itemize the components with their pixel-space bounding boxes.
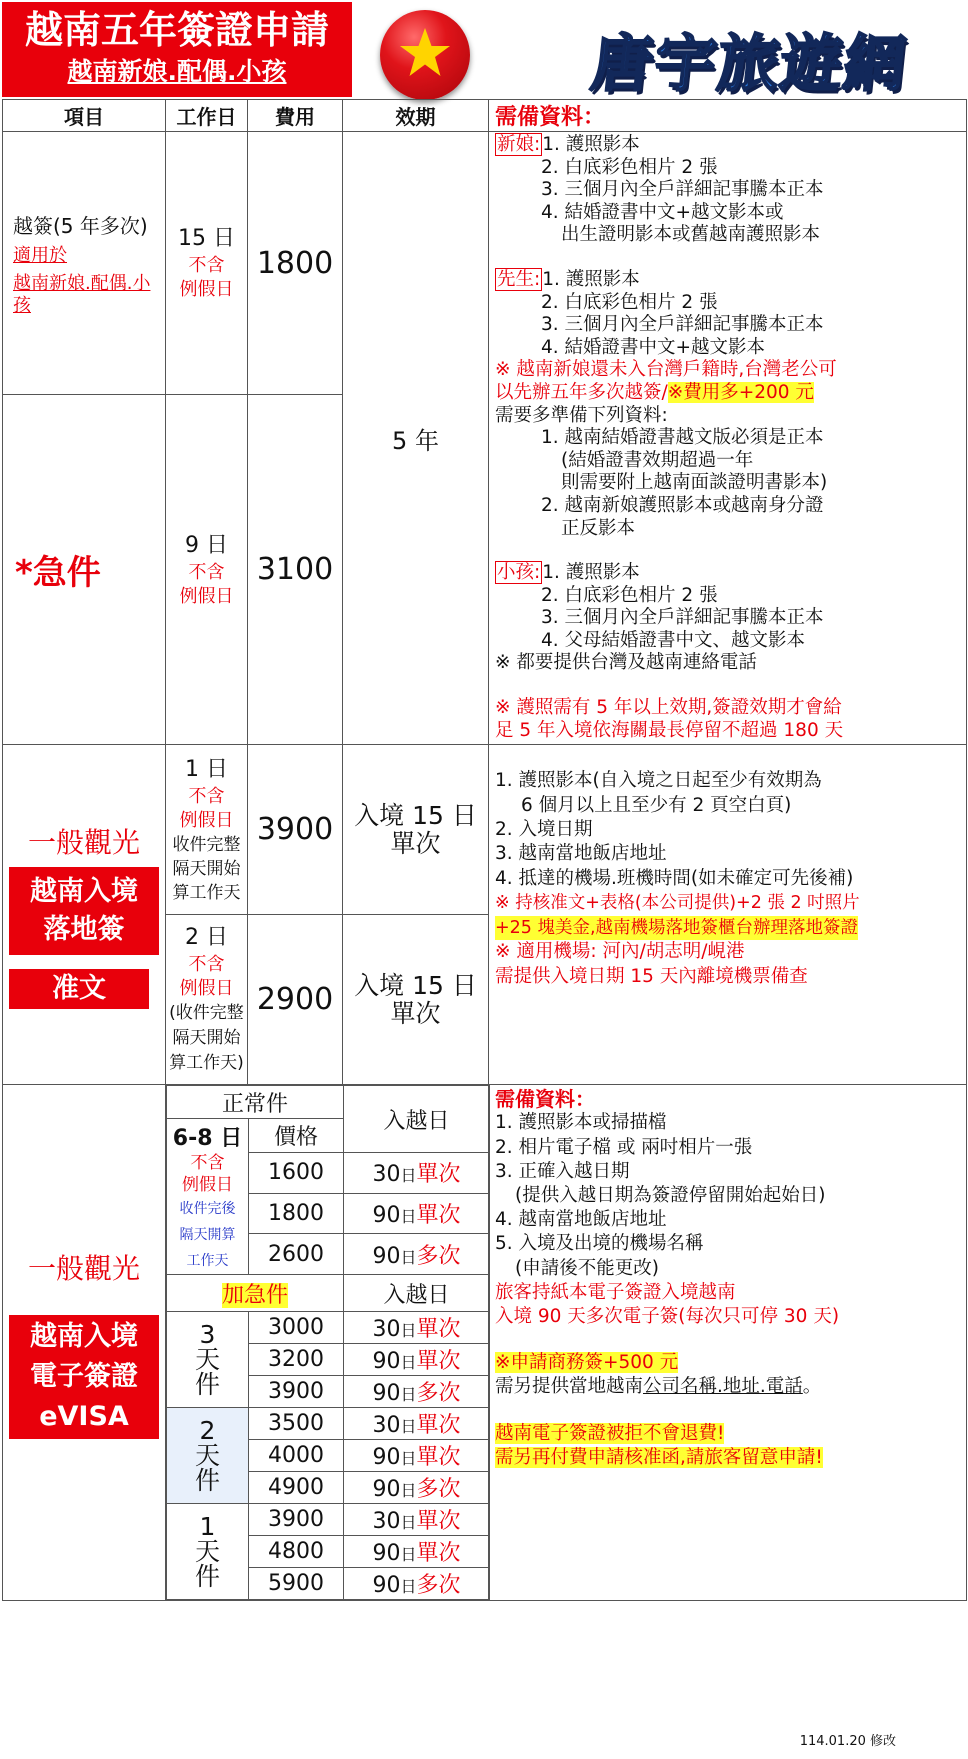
evisa-req: (提供入越日期為簽證停留開始起始日) (515, 1185, 826, 1207)
entry-days: 90 (372, 1243, 401, 1269)
rush-entry-heading: 入越日 (344, 1275, 490, 1312)
evisa-entry (344, 1312, 490, 1344)
entry-type: 多次 (416, 1573, 461, 1599)
child-req: 3. 三個月內全戶詳細記事騰本正本 (541, 607, 824, 629)
entry-days: 90 (372, 1349, 401, 1375)
workdays-value: 15 日 (178, 226, 235, 252)
phone-note: ※ 都要提供台灣及越南連絡電話 (495, 652, 757, 674)
landing-requirements (489, 745, 967, 1085)
col-workdays: 工作日 (166, 100, 248, 132)
departure-ticket-note: 需提供入境日期 15 天內離境機票備查 (495, 965, 808, 987)
col-item: 項目 (3, 100, 166, 132)
workdays-value: 9 日 (185, 532, 228, 558)
extra-req: 正反影本 (561, 517, 636, 539)
price-heading: 價格 (249, 1119, 344, 1153)
landing-req: 4. 抵達的機場.班機時間(如未確定可先後補) (495, 867, 854, 889)
evisa-note: 旅客持紙本電子簽證入境越南 (495, 1281, 736, 1303)
unregistered-note: 以先辦五年多次越簽/ (495, 381, 668, 403)
evisa-price: 3200 (249, 1344, 344, 1376)
evisa-note: 入境 90 天多次電子簽(每次只可停 30 天) (495, 1306, 840, 1328)
evisa-price: 3900 (249, 1376, 344, 1408)
passport-validity-note: 足 5 年入境依海關最長停留不超過 180 天 (495, 719, 844, 741)
evisa-entry (344, 1152, 490, 1193)
extra-docs-heading: 需要多準備下列資料: (495, 404, 668, 426)
evisa-price: 4900 (249, 1472, 344, 1504)
entry-type: 單次 (416, 1317, 461, 1343)
evisa-entry (344, 1234, 490, 1275)
workdays-note: 不含 例假日 (179, 255, 234, 301)
day-unit: 日 (400, 1513, 417, 1533)
entry-days: 30 (372, 1509, 401, 1535)
evisa-workdays (167, 1119, 249, 1275)
rush-tier-label: 2 天 件 (167, 1408, 249, 1504)
applies-to-value: 越南新娘.配偶.小孩 (13, 272, 151, 316)
day-unit: 日 (400, 1577, 417, 1597)
col-validity: 效期 (343, 100, 489, 132)
five-year-fee: 1800 (248, 132, 343, 395)
evisa-req: 1. 護照影本或掃描檔 (495, 1112, 667, 1134)
bride-req: 出生證明影本或舊越南護照影本 (561, 224, 821, 246)
evisa-requirements (489, 1085, 967, 1601)
passport-validity-note: ※ 護照需有 5 年以上效期,簽證效期才會給 (495, 697, 842, 719)
workdays-value: 6-8 日 (172, 1126, 243, 1152)
bride-req: 1. 護照影本 (542, 134, 640, 155)
evisa-entry (344, 1344, 490, 1376)
entry-type: 單次 (416, 1445, 461, 1471)
urgent-workdays (166, 395, 248, 745)
entry-type: 多次 (416, 1381, 461, 1407)
workdays-value: 2 日 (185, 925, 228, 951)
extra-req: (結婚證書效期超過一年 (561, 449, 754, 471)
entry-type: 單次 (416, 1349, 461, 1375)
workdays-note: 不含 例假日 (179, 954, 234, 1000)
day-unit: 日 (400, 1321, 417, 1341)
day-unit: 日 (400, 1166, 417, 1186)
bride-req: 2. 白底彩色相片 2 張 (541, 156, 718, 178)
evisa-req-heading: 需備資料： (495, 1087, 595, 1112)
rush-tier-label: 1 天 件 (167, 1504, 249, 1600)
evisa-price-table (166, 1085, 489, 1601)
workdays-value: 1 日 (185, 756, 228, 782)
col-requirements: 需備資料： (489, 100, 967, 132)
refusal-warning: 越南電子簽證被拒不會退費! (495, 1422, 725, 1444)
evisa-entry (344, 1472, 490, 1504)
evisa-entry (344, 1536, 490, 1568)
evisa-price: 5900 (249, 1568, 344, 1600)
visa-table (2, 99, 967, 1601)
evisa-price: 4800 (249, 1536, 344, 1568)
landing-fee: 2900 (248, 915, 343, 1085)
five-year-item (3, 132, 166, 395)
day-unit: 日 (400, 1385, 417, 1405)
husband-req: 3. 三個月內全戶詳細記事騰本正本 (541, 314, 824, 336)
company-logo: 唐宇旅遊網 (587, 27, 911, 100)
five-year-label: 越簽(5 年多次) (13, 213, 148, 238)
evisa-price: 3500 (249, 1408, 344, 1440)
landing-fee: 3900 (248, 745, 343, 915)
entry-type: 單次 (416, 1203, 461, 1229)
landing-workdays (166, 745, 248, 915)
entry-days: 90 (372, 1477, 401, 1503)
entry-type: 單次 (416, 1162, 461, 1188)
entry-days: 90 (372, 1203, 401, 1229)
evisa-req: 3. 正確入越日期 (495, 1160, 630, 1182)
entry-type: 多次 (416, 1243, 461, 1269)
husband-req: 2. 白底彩色相片 2 張 (541, 291, 718, 313)
extra-req: 2. 越南新娘護照影本或越南身分證 (541, 494, 824, 516)
entry-heading: 入越日 (344, 1086, 490, 1153)
child-label: 小孩: (497, 562, 541, 584)
day-unit: 日 (400, 1449, 417, 1469)
processing-note: 收件完後 隔天開算 工作天 (179, 1201, 236, 1270)
header-banner (2, 2, 352, 97)
entry-days: 90 (372, 1381, 401, 1407)
extra-req: 則需要附上越南面談證明書影本) (561, 472, 828, 494)
evisa-req: 4. 越南當地飯店地址 (495, 1209, 667, 1231)
landing-validity: 入境 15 日 單次 (343, 745, 489, 915)
evisa-price: 3900 (249, 1504, 344, 1536)
landing-visa-item (3, 745, 166, 1085)
rush-heading (167, 1275, 344, 1312)
page-title: 越南五年簽證申請 (24, 8, 329, 52)
tourism-label: 一般觀光 (27, 825, 140, 859)
entry-type: 單次 (416, 1509, 461, 1535)
evisa-req: (申請後不能更改) (515, 1257, 659, 1279)
workdays-note: 不含 例假日 (179, 785, 234, 831)
landing-note: ※ 持核准文+表格(本公司提供)+2 張 2 吋照片 (495, 893, 860, 914)
evisa-entry (344, 1408, 490, 1440)
landing-workdays (166, 915, 248, 1085)
business-visa-note: 需另提供當地越南 (495, 1376, 644, 1398)
landing-req: 3. 越南當地飯店地址 (495, 843, 667, 865)
urgent-item: *急件 (3, 395, 166, 745)
day-unit: 日 (400, 1247, 417, 1267)
five-year-validity: 5 年 (343, 132, 489, 745)
day-unit: 日 (400, 1545, 417, 1565)
child-req: 2. 白底彩色相片 2 張 (541, 584, 718, 606)
evisa-price: 1600 (249, 1152, 344, 1193)
landing-visa-badge: 越南入境 落地簽 (9, 867, 159, 955)
landing-req: 6 個月以上且至少有 2 頁空白頁) (521, 794, 792, 816)
entry-type: 單次 (416, 1413, 461, 1439)
five-year-workdays (166, 132, 248, 395)
page-subtitle: 越南新娘.配偶.小孩 (67, 57, 287, 86)
entry-type: 單次 (416, 1541, 461, 1567)
five-year-requirements (489, 132, 967, 745)
evisa-entry (344, 1504, 490, 1536)
landing-req: 1. 護照影本(自入境之日起至少有效期為 (495, 770, 822, 792)
day-unit: 日 (400, 1207, 417, 1227)
revision-date: 114.01.20 修改 (799, 1734, 896, 1749)
evisa-item (3, 1085, 166, 1601)
child-req: 4. 父母結婚證書中文、越文影本 (541, 629, 806, 651)
landing-req: 2. 入境日期 (495, 819, 593, 841)
evisa-price: 2600 (249, 1234, 344, 1275)
evisa-req: 5. 入境及出境的機場名稱 (495, 1233, 704, 1255)
evisa-badge: 越南入境 電子簽證 eVISA (9, 1315, 159, 1439)
entry-days: 30 (372, 1413, 401, 1439)
extra-fee-note: ※費用多+200 元 (667, 381, 814, 403)
bride-label: 新娘: (497, 134, 541, 155)
workdays-note: 不含 例假日 (179, 561, 234, 607)
evisa-entry (344, 1376, 490, 1408)
approval-letter-badge: 准文 (9, 969, 149, 1009)
evisa-entry (344, 1568, 490, 1600)
airport-note: ※ 適用機場: 河內/胡志明/峴港 (495, 941, 745, 963)
rush-tier-label: 3 天 件 (167, 1312, 249, 1408)
entry-days: 90 (372, 1541, 401, 1567)
extra-req: 1. 越南結婚證書越文版必須是正本 (541, 427, 824, 449)
evisa-price: 4000 (249, 1440, 344, 1472)
tourism-label: 一般觀光 (27, 1251, 140, 1285)
husband-label: 先生: (497, 268, 541, 290)
husband-req: 4. 結婚證書中文+越文影本 (541, 336, 766, 358)
entry-days: 30 (372, 1162, 401, 1188)
day-unit: 日 (400, 1417, 417, 1437)
landing-fee-note: +25 塊美金,越南機場落地簽櫃台辦理落地簽證 (495, 916, 858, 940)
vietnam-flag-icon (380, 10, 470, 100)
day-unit: 日 (400, 1481, 417, 1501)
business-visa-note: 公司名稱.地址.電話 (643, 1376, 803, 1398)
rush-heading-label: 加急件 (222, 1282, 289, 1308)
entry-type: 多次 (416, 1477, 461, 1503)
processing-note: (收件完整 隔天開始 算工作天) (169, 1003, 244, 1074)
evisa-req: 2. 相片電子檔 或 兩吋相片一張 (495, 1136, 753, 1158)
applies-to-label: 適用於 (13, 244, 67, 266)
business-visa-note: ※申請商務簽+500 元 (495, 1352, 679, 1374)
bride-req: 3. 三個月內全戶詳細記事騰本正本 (541, 179, 824, 201)
day-unit: 日 (400, 1353, 417, 1373)
processing-note: 收件完整 隔天開始 算工作天 (172, 834, 241, 903)
husband-req: 1. 護照影本 (542, 268, 640, 290)
unregistered-note: ※ 越南新娘還未入台灣戶籍時,台灣老公可 (495, 359, 837, 381)
evisa-price: 3000 (249, 1312, 344, 1344)
bride-req: 4. 結婚證書中文+越文影本或 (541, 201, 784, 223)
child-req: 1. 護照影本 (542, 562, 640, 584)
urgent-fee: 3100 (248, 395, 343, 745)
col-fee: 費用 (248, 100, 343, 132)
business-visa-note: 。 (802, 1376, 822, 1398)
evisa-entry (344, 1193, 490, 1234)
evisa-price: 1800 (249, 1193, 344, 1234)
entry-days: 30 (372, 1317, 401, 1343)
landing-validity: 入境 15 日 單次 (343, 915, 489, 1085)
normal-heading: 正常件 (167, 1086, 344, 1119)
entry-days: 90 (372, 1445, 401, 1471)
entry-days: 90 (372, 1573, 401, 1599)
refusal-warning: 需另再付費申請核准函,請旅客留意申請! (495, 1446, 823, 1468)
evisa-entry (344, 1440, 490, 1472)
workdays-note: 不含 例假日 (182, 1153, 233, 1196)
